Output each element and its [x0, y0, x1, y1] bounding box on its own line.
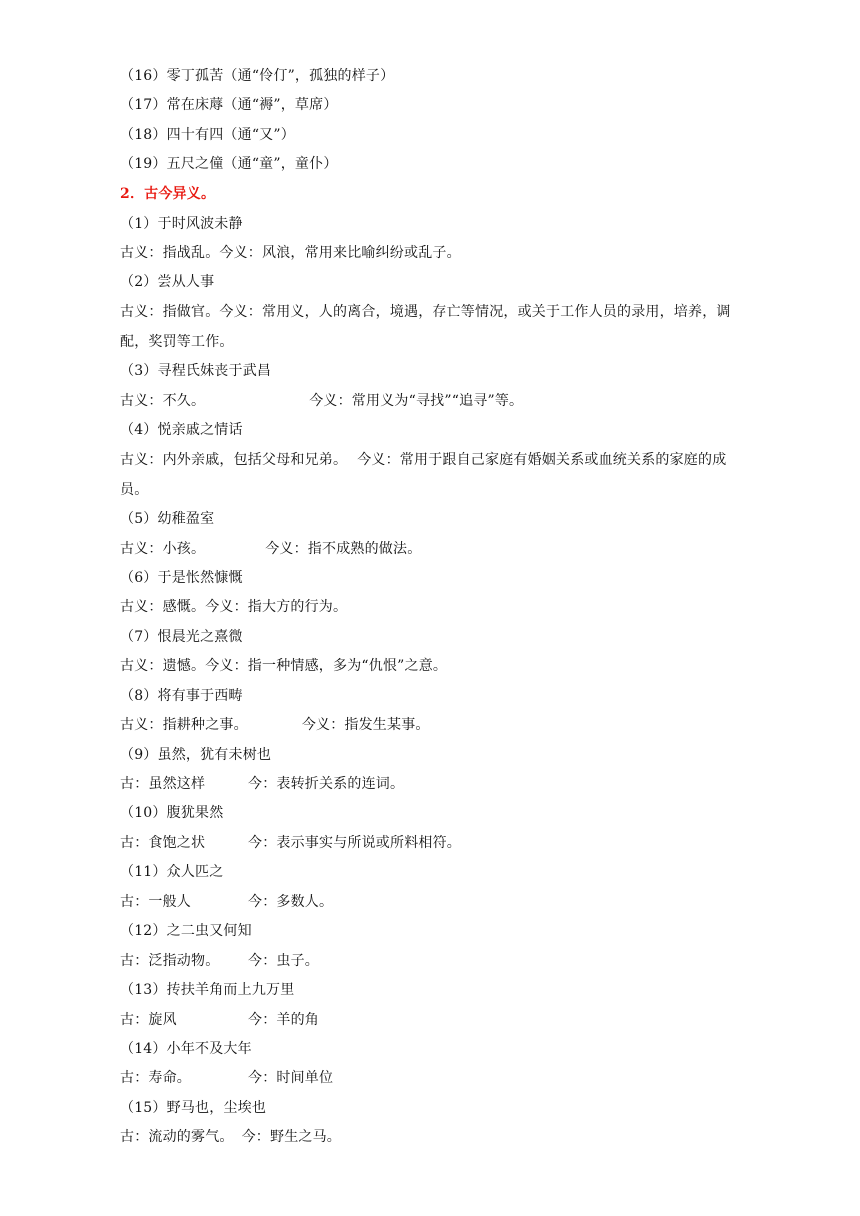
ancient-meaning: 古：寿命。 — [120, 1070, 191, 1086]
entry-meaning-9 — [120, 774, 404, 794]
modern-meaning: 今义：风浪，常用来比喻纠纷或乱子。 — [219, 245, 461, 261]
ancient-meaning: 古：流动的雾气。 — [120, 1129, 234, 1145]
modern-meaning: 今义：常用义为“寻找”“追寻”等。 — [309, 393, 524, 409]
ancient-meaning: 古义：不久。 — [120, 393, 206, 409]
tongjia-item-18: （18）四十有四（通“又”） — [120, 127, 295, 143]
modern-meaning: 今：羊的角 — [248, 1012, 319, 1028]
entry-meaning-11 — [120, 892, 333, 912]
entry-meaning-8 — [120, 715, 430, 735]
modern-meaning: 今义：指一种情感，多为“仇恨”之意。 — [205, 658, 448, 674]
ancient-meaning: 古：食饱之状 — [120, 835, 206, 851]
modern-meaning: 今：虫子。 — [248, 953, 319, 969]
entry-sentence-5: （5）幼稚盈室 — [120, 511, 215, 527]
entry-meaning-10 — [120, 833, 461, 853]
modern-meaning: 今义：指发生某事。 — [301, 717, 430, 733]
entry-meaning-4 — [120, 445, 750, 505]
entry-sentence-15: （15）野马也，尘埃也 — [120, 1100, 267, 1116]
entry-sentence-10: （10）腹犹果然 — [120, 805, 224, 821]
entry-meaning-13 — [120, 1010, 319, 1030]
modern-meaning: 今义：常用义，人的离合，境遇，存亡等情况，或关于工作人员的录用，培养，调配，奖罚等工作。 — [120, 304, 731, 350]
tongjia-item-19: （19）五尺之僮（通“童”，童仆） — [120, 156, 338, 172]
modern-meaning: 今：时间单位 — [248, 1070, 334, 1086]
tongjia-item-16: （16）零丁孤苦（通“伶仃”，孤独的样子） — [120, 68, 395, 84]
tongjia-item-17: （17）常在床蓐（通“褥”，草席） — [120, 97, 338, 113]
section-heading: 2．古今异义。 — [120, 186, 216, 202]
modern-meaning: 今义：指不成熟的做法。 — [265, 541, 422, 557]
ancient-meaning: 古：旋风 — [120, 1012, 177, 1028]
entry-meaning-14 — [120, 1068, 333, 1088]
ancient-meaning: 古义：小孩。 — [120, 541, 206, 557]
ancient-meaning: 古：一般人 — [120, 894, 191, 910]
modern-meaning: 今：表转折关系的连词。 — [248, 776, 405, 792]
entry-sentence-8: （8）将有事于西畴 — [120, 688, 243, 704]
entry-meaning-7 — [120, 656, 447, 676]
ancient-meaning: 古义：指做官。 — [120, 304, 220, 320]
entry-sentence-7: （7）恨晨光之熹微 — [120, 629, 243, 645]
entry-sentence-1: （1）于时风波未静 — [120, 216, 243, 232]
ancient-meaning: 古义：指战乱。 — [120, 245, 220, 261]
modern-meaning: 今义：指大方的行为。 — [205, 599, 348, 615]
modern-meaning: 今：野生之马。 — [241, 1129, 342, 1145]
entry-meaning-3 — [120, 391, 523, 411]
ancient-meaning: 古义：指耕种之事。 — [120, 717, 248, 733]
entry-sentence-11: （11）众人匹之 — [120, 864, 224, 880]
entry-meaning-2 — [120, 297, 750, 357]
modern-meaning: 今：多数人。 — [248, 894, 334, 910]
entry-meaning-6 — [120, 597, 347, 617]
ancient-meaning: 古义：感慨。 — [120, 599, 206, 615]
modern-meaning: 今义：常用于跟自己家庭有婚姻关系或血统关系的家庭的成员。 — [120, 452, 727, 498]
entry-sentence-6: （6）于是怅然慷慨 — [120, 570, 243, 586]
entry-sentence-12: （12）之二虫又何知 — [120, 923, 252, 939]
entry-sentence-4: （4）悦亲戚之情话 — [120, 422, 243, 438]
entry-sentence-2: （2）尝从人事 — [120, 274, 215, 290]
modern-meaning: 今：表示事实与所说或所料相符。 — [248, 835, 461, 851]
entry-sentence-13: （13）抟扶羊角而上九万里 — [120, 982, 295, 998]
ancient-meaning: 古：泛指动物。 — [120, 953, 220, 969]
ancient-meaning: 古义：遗憾。 — [120, 658, 206, 674]
entry-sentence-9: （9）虽然，犹有未树也 — [120, 747, 272, 763]
ancient-meaning: 古义：内外亲戚，包括父母和兄弟。 — [120, 452, 348, 468]
entry-meaning-1 — [120, 243, 461, 263]
entry-sentence-14: （14）小年不及大年 — [120, 1041, 252, 1057]
entry-meaning-15 — [120, 1127, 341, 1147]
entry-meaning-5 — [120, 539, 421, 559]
entry-sentence-3: （3）寻程氏妹丧于武昌 — [120, 363, 272, 379]
entry-meaning-12 — [120, 951, 319, 971]
ancient-meaning: 古：虽然这样 — [120, 776, 206, 792]
